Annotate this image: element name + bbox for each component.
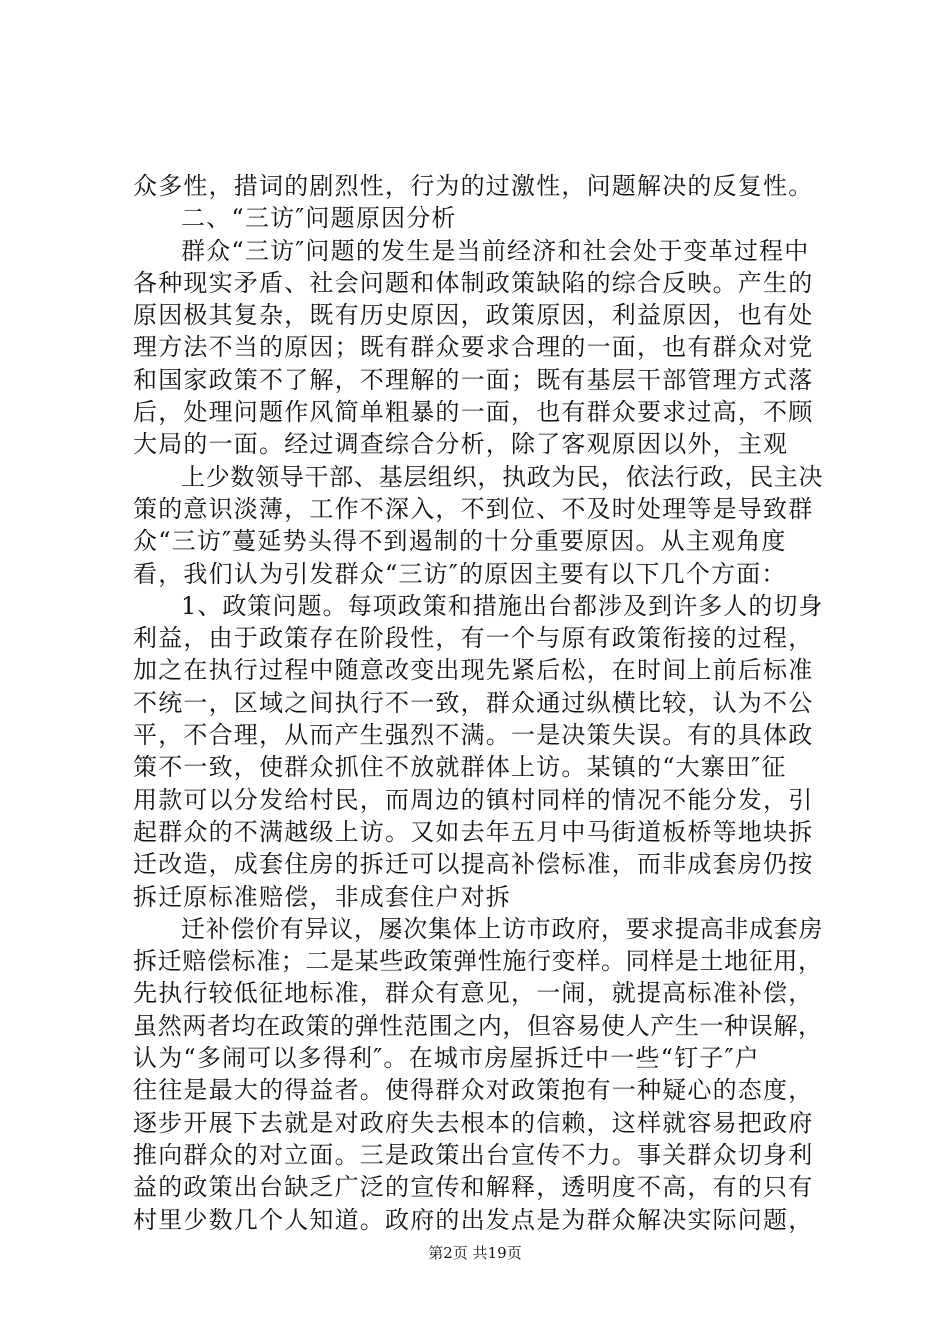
text-line: 先执行较低征地标准，群众有意见，一闹，就提高标准补偿， — [133, 979, 814, 1008]
text-line: 后，处理问题作风简单粗暴的一面，也有群众要求过高，不顾 — [133, 398, 814, 427]
text-line: 众“三访″蔓延势头得不到遏制的十分重要原因。从主观角度 — [133, 527, 787, 556]
text-line: 上少数领导干部、基层组织，执政为民，依法行政，民主决 — [181, 462, 824, 491]
text-line: 利益，由于政策存在阶段性，有一个与原有政策衔接的过程， — [133, 624, 814, 653]
text-line: 虽然两者均在政策的弹性范围之内，但容易使人产生一种误解， — [133, 1011, 823, 1040]
text-line: 认为“多闹可以多得利″。在城市房屋拆迁中一些“钉子″户 — [133, 1044, 760, 1073]
text-line: 众多性，措词的剧烈性，行为的过激性，问题解决的反复性。 — [133, 172, 814, 200]
text-line: 和国家政策不了解，不理解的一面；既有基层干部管理方式落 — [133, 365, 814, 394]
text-line: 加之在执行过程中随意改变出现先紧后松，在时间上前后标准 — [133, 656, 814, 685]
text-line: 群众“三访″问题的发生是当前经济和社会处于变革过程中 — [181, 236, 810, 265]
text-line: 看，我们认为引发群众“三访″的原因主要有以下几个方面： — [133, 559, 787, 588]
text-line: 拆迁赔偿标准；二是某些政策弹性施行变样。同样是土地征用， — [133, 947, 823, 976]
text-line: 策的意识淡薄，工作不深入，不到位、不及时处理等是导致群 — [133, 494, 814, 523]
text-line: 往往是最大的得益者。使得群众对政策抱有一种疑心的态度， — [133, 1076, 814, 1105]
text-line: 策不一致，使群众抓住不放就群体上访。某镇的“大寨田″征 — [133, 753, 787, 782]
text-line: 迁补偿价有异议，屡次集体上访市政府，要求提高非成套房 — [181, 914, 824, 943]
text-line: 理方法不当的原因；既有群众要求合理的一面，也有群众对党 — [133, 333, 814, 362]
text-line: 用款可以分发给村民，而周边的镇村同样的情况不能分发，引 — [133, 785, 814, 814]
text-line: 二、“三访″问题原因分析 — [181, 204, 457, 233]
page-footer: 第2页 共19页 — [428, 1244, 522, 1262]
text-line: 村里少数几个人知道。政府的出发点是为群众解决实际问题， — [133, 1205, 814, 1234]
document-body — [133, 170, 823, 1236]
text-line: 平，不合理，从而产生强烈不满。一是决策失误。有的具体政 — [133, 721, 814, 750]
text-line: 各种现实矛盾、社会问题和体制政策缺陷的综合反映。产生的 — [133, 268, 814, 297]
text-line: 大局的一面。经过调查综合分析，除了客观原因以外，主观 — [133, 430, 789, 459]
text-line: 原因极其复杂，既有历史原因，政策原因，利益原因，也有处 — [133, 301, 814, 330]
text-line: 不统一，区域之间执行不一致，群众通过纵横比较，认为不公 — [133, 688, 814, 717]
text-line: 推向群众的对立面。三是政策出台宣传不力。事关群众切身利 — [133, 1140, 814, 1169]
text-line: 起群众的不满越级上访。又如去年五月中马街道板桥等地块拆 — [133, 817, 814, 846]
text-line: 1、政策问题。每项政策和措施出台都涉及到许多人的切身 — [181, 591, 824, 620]
text-line: 迁改造，成套住房的拆迁可以提高补偿标准，而非成套房仍按 — [133, 850, 814, 879]
text-line: 益的政策出台缺乏广泛的宣传和解释，透明度不高，有的只有 — [133, 1173, 814, 1202]
text-line: 逐步开展下去就是对政府失去根本的信赖，这样就容易把政府 — [133, 1108, 814, 1137]
text-line: 拆迁原标准赔偿，非成套住户对拆 — [133, 882, 511, 911]
